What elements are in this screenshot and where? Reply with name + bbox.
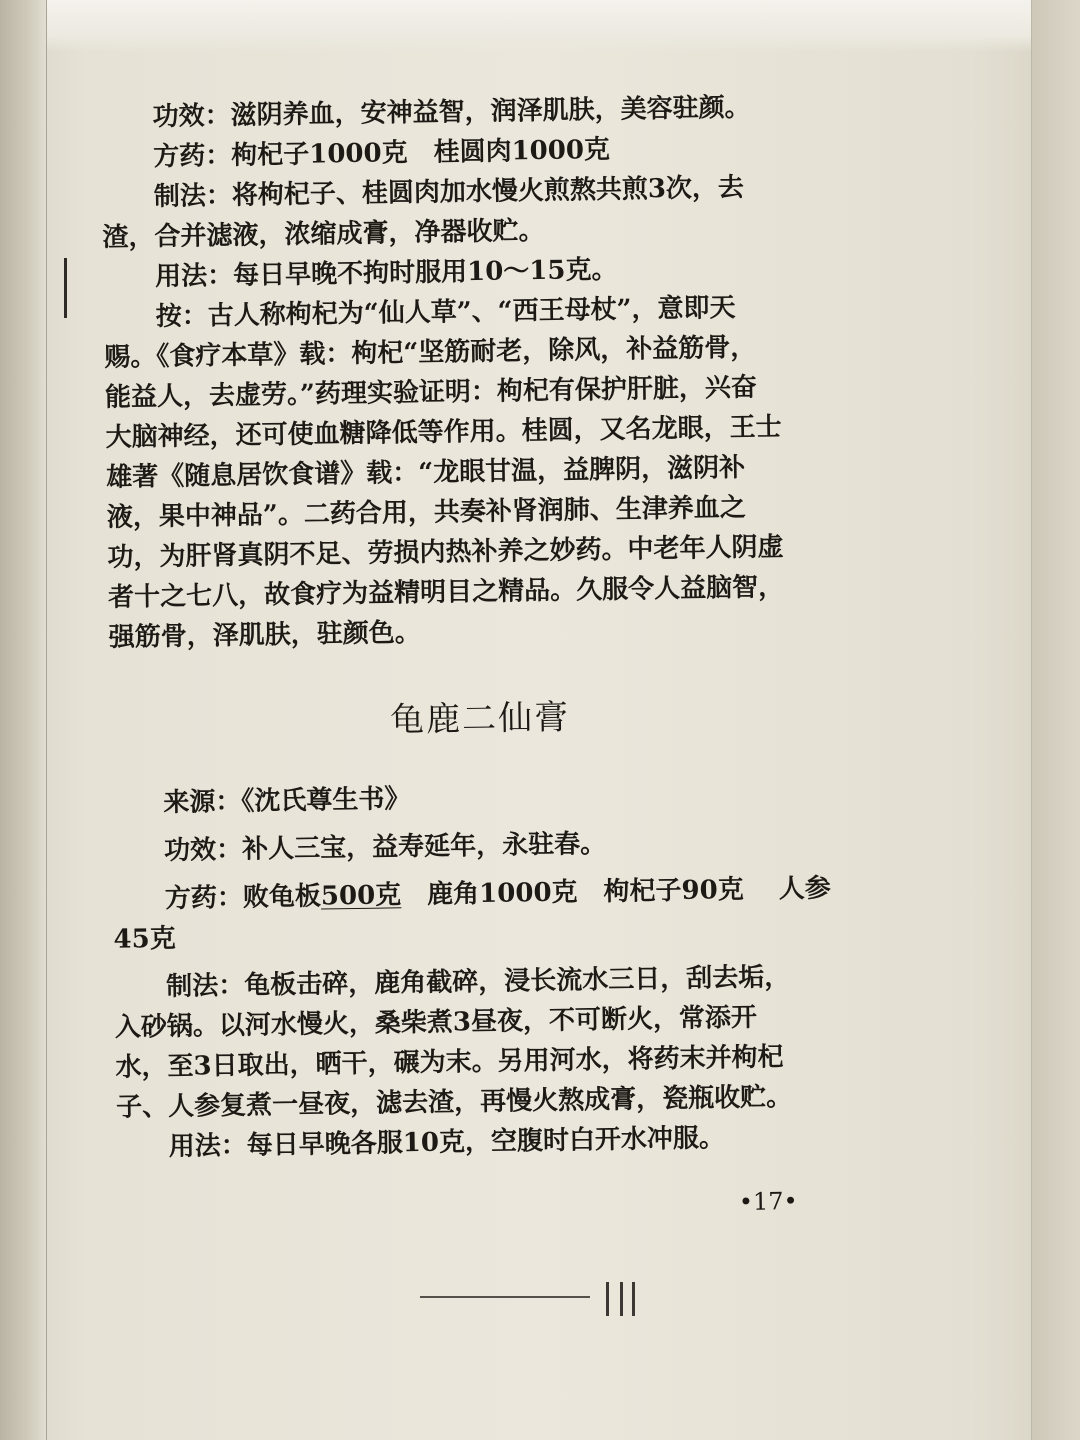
bottom-binding-marks — [420, 1282, 650, 1322]
recipe-text-rest: 鹿角1000克 枸杞子90克 人参 — [400, 873, 831, 911]
efficacy-text: 滋阴养血，安神益智，润泽肌肤，美容驻颜。 — [230, 92, 751, 131]
usage-label: 用法： — [168, 1130, 248, 1162]
recipe-line-cont: 45克 — [113, 923, 176, 955]
efficacy-label: 功效： — [163, 834, 243, 866]
binding-bar — [632, 1282, 635, 1316]
method-text: 龟板击碎，鹿角截碎，浸长流水三日，刮去垢， — [244, 962, 791, 1001]
facing-page-edge — [1031, 0, 1080, 1440]
book-page — [100, 86, 859, 1337]
binding-bar — [620, 1282, 623, 1316]
source-label: 来源： — [163, 786, 242, 818]
method-line-cont: 子、人参复煮一昼夜，滤去渣，再慢火熬成膏，瓷瓶收贮。 — [115, 1082, 793, 1123]
method-line-cont: 水，至3日取出，晒干，碾为末。另用河水，将药末并枸杞 — [115, 1042, 784, 1083]
method-line-cont: 渣，合并滤液，浓缩成膏，净器收贮。 — [102, 215, 545, 253]
method-line-cont: 入砂锅。以河水慢火，桑柴煮3昼夜，不可断火，常添开 — [114, 1002, 758, 1043]
note-line-cont: 能益人，去虚劳。”药理实验证明：枸杞有保护肝脏，兴奋 — [104, 372, 758, 413]
margin-mark — [64, 258, 67, 318]
usage-text: 每日早晚不拘时服用10～15克。 — [232, 254, 618, 291]
recipe-label: 方药： — [164, 882, 244, 914]
usage-text: 每日早晚各服10克，空腹时白开水冲服。 — [246, 1123, 726, 1161]
efficacy-label: 功效： — [152, 100, 231, 133]
binding-bar — [606, 1282, 609, 1316]
recipe-text: 枸杞子1000克 桂圆肉1000克 — [231, 134, 611, 171]
book-left-edge — [0, 0, 47, 1440]
note-line-cont: 者十之七八，故食疗为益精明目之精品。久服令人益脑智， — [107, 572, 785, 613]
note-label: 按： — [155, 301, 209, 333]
note-line-cont: 大脑神经，还可使血糖降低等作用。桂圆，又名龙眼，王士 — [105, 412, 782, 453]
source-text: 《沈氏尊生书》 — [241, 784, 411, 817]
binding-rule — [420, 1296, 590, 1298]
efficacy-text: 补人三宝，益寿延年，永驻春。 — [241, 829, 607, 865]
note-line-cont: 赐。《食疗本草》载：枸杞“坚筋耐老，除风，补益筋骨， — [104, 332, 757, 373]
page-number: •17• — [738, 1187, 798, 1216]
recipe-underlined-amount: 500克 — [320, 880, 402, 912]
recipe-label: 方药： — [153, 140, 232, 173]
note-line-cont: 液，果中神品”。二药合用，共奏补肾润肺、生津养血之 — [106, 492, 747, 533]
note-text: 古人称枸杞为“仙人草”、“西王母杖”，意即天 — [207, 292, 736, 332]
note-line-cont: 强筋骨，泽肌肤，驻颜色。 — [108, 617, 422, 653]
page-top-edge — [0, 0, 1080, 52]
method-label: 制法： — [153, 180, 233, 213]
method-label: 制法： — [166, 970, 245, 1002]
method-text: 将枸杞子、桂圆肉加水慢火煎熬共煎3次，去 — [231, 172, 745, 211]
usage-label: 用法： — [154, 260, 234, 293]
note-line-cont: 雄著《随息居饮食谱》载：“龙眼甘温，益脾阴，滋阴补 — [106, 452, 746, 493]
note-line-cont: 功，为肝肾真阴不足、劳损内热补养之妙药。中老年人阴虚 — [107, 532, 784, 573]
section-title: 龟鹿二仙膏 — [389, 697, 571, 741]
recipe-text: 败龟板 — [242, 881, 322, 913]
